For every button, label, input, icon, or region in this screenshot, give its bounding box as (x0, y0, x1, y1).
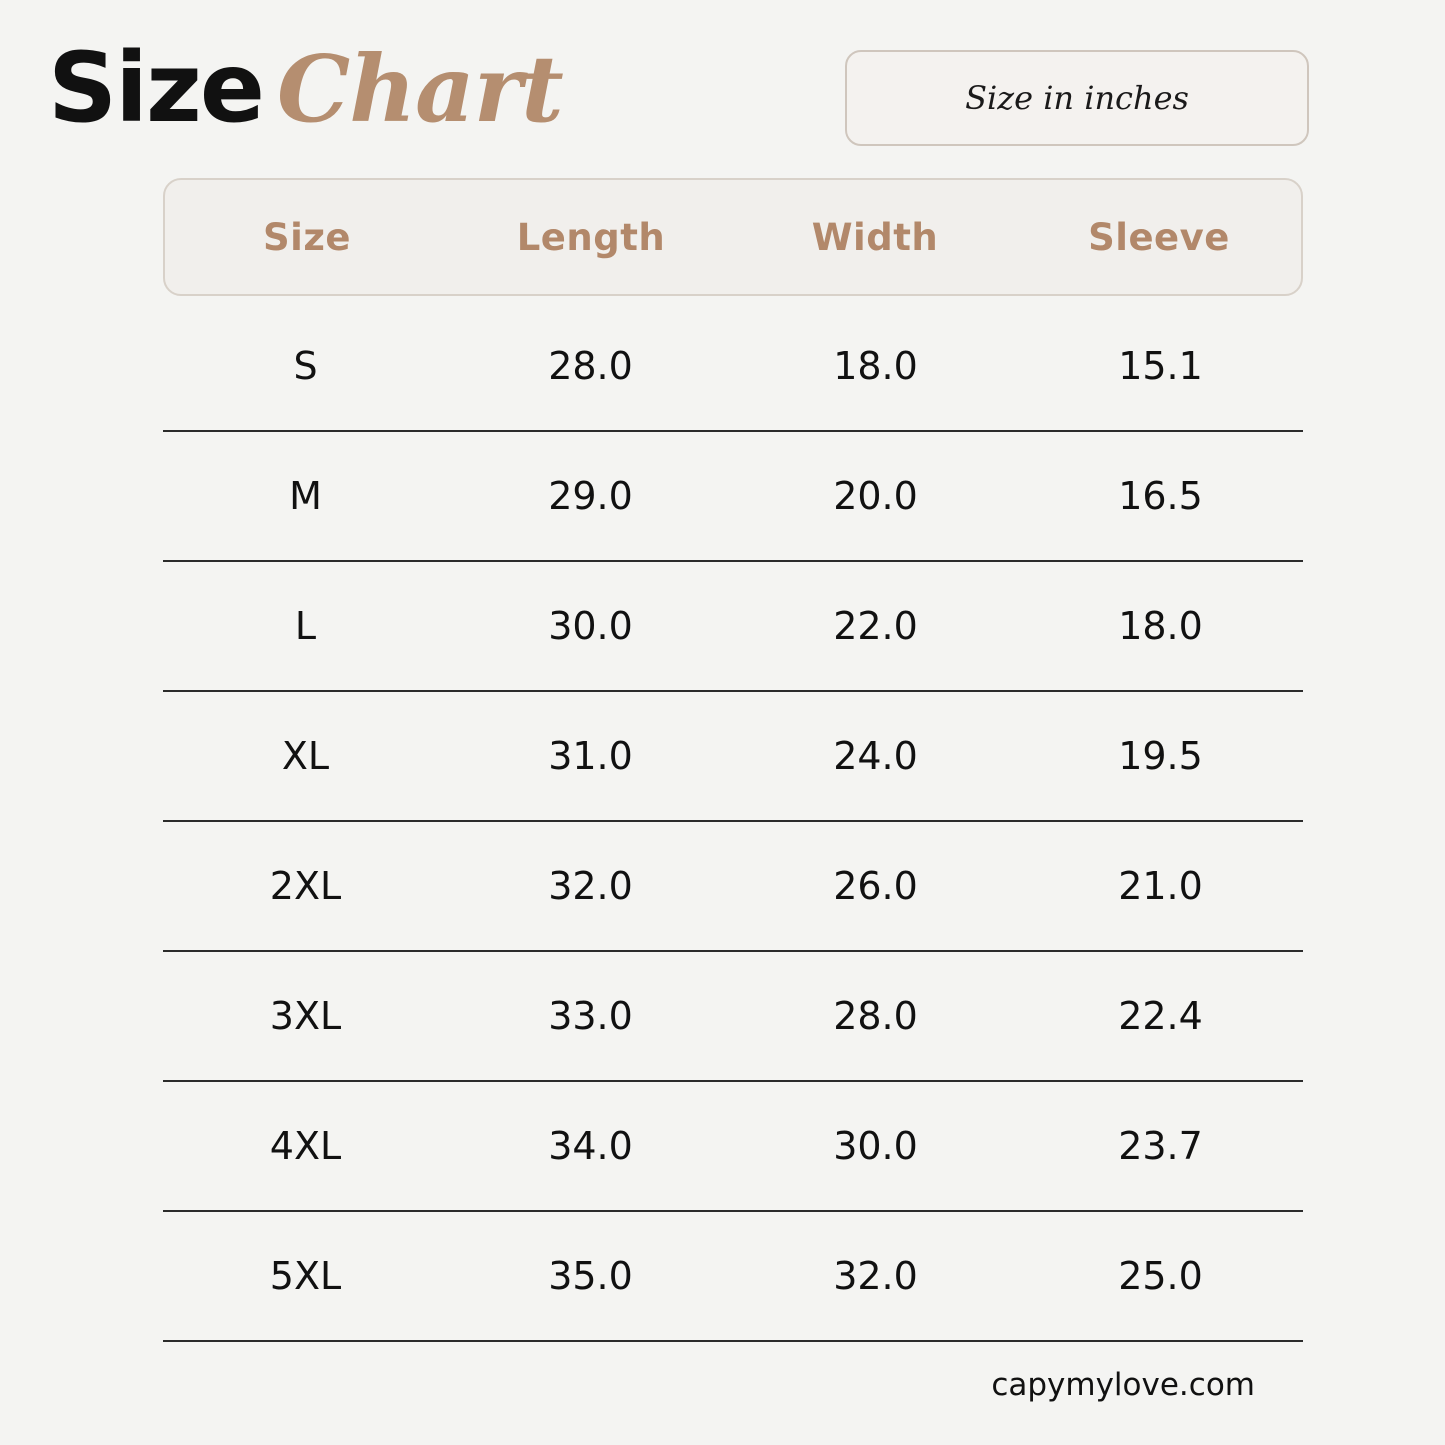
website-label: capymylove.com (991, 1367, 1255, 1403)
unit-badge-label: Size in inches (965, 79, 1189, 117)
cell-sleeve: 15.1 (1118, 344, 1203, 388)
table-row (163, 1212, 1303, 1342)
cell-size: 4XL (269, 1124, 342, 1168)
table-row (163, 302, 1303, 432)
cell-size: L (294, 604, 317, 648)
cell-width: 22.0 (833, 604, 918, 648)
cell-sleeve: 21.0 (1118, 864, 1203, 908)
cell-width: 26.0 (833, 864, 918, 908)
cell-size: 5XL (269, 1254, 342, 1298)
cell-length: 32.0 (548, 864, 633, 908)
cell-length: 28.0 (548, 344, 633, 388)
cell-length: 29.0 (548, 474, 633, 518)
cell-length: 31.0 (548, 734, 633, 778)
unit-badge (845, 50, 1309, 146)
table-body (163, 302, 1303, 1342)
cell-size: 3XL (269, 994, 342, 1038)
table-row (163, 822, 1303, 952)
column-header-width: Width (811, 215, 939, 259)
cell-length: 35.0 (548, 1254, 633, 1298)
table-row (163, 432, 1303, 562)
table-row (163, 692, 1303, 822)
title-main: Size (48, 32, 264, 144)
cell-length: 33.0 (548, 994, 633, 1038)
table-row (163, 952, 1303, 1082)
cell-width: 24.0 (833, 734, 918, 778)
column-header-sleeve: Sleeve (1088, 215, 1230, 259)
cell-size: 2XL (269, 864, 342, 908)
cell-sleeve: 18.0 (1118, 604, 1203, 648)
cell-size: M (289, 474, 322, 518)
cell-sleeve: 22.4 (1118, 994, 1203, 1038)
title-accent: Chart (277, 35, 563, 143)
column-header-size: Size (263, 215, 351, 259)
cell-sleeve: 19.5 (1118, 734, 1203, 778)
cell-width: 30.0 (833, 1124, 918, 1168)
cell-width: 20.0 (833, 474, 918, 518)
cell-size: XL (281, 734, 330, 778)
cell-width: 32.0 (833, 1254, 918, 1298)
cell-size: S (293, 344, 318, 388)
cell-width: 28.0 (833, 994, 918, 1038)
column-header-length: Length (516, 215, 666, 259)
table-row (163, 1082, 1303, 1212)
page-title (48, 32, 563, 144)
cell-sleeve: 16.5 (1118, 474, 1203, 518)
cell-width: 18.0 (833, 344, 918, 388)
cell-length: 34.0 (548, 1124, 633, 1168)
cell-sleeve: 23.7 (1118, 1124, 1203, 1168)
table-header-row (163, 178, 1303, 296)
cell-length: 30.0 (548, 604, 633, 648)
table-row (163, 562, 1303, 692)
size-table (163, 178, 1303, 1342)
cell-sleeve: 25.0 (1118, 1254, 1203, 1298)
